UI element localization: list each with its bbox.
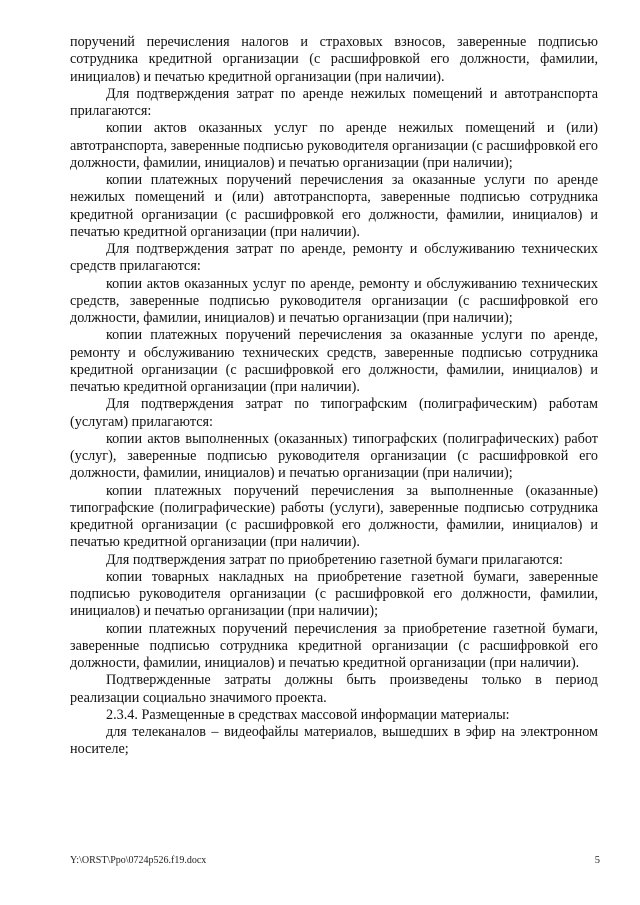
paragraph-printing-heading: Для подтверждения затрат по типографским (полиграфическим) работам (услугам) прилагаются: <box>70 396 598 430</box>
document-body <box>70 34 598 759</box>
footer-page-number: 5 <box>594 855 600 866</box>
paragraph-newsprint-heading: Для подтверждения затрат по приобретению газетной бумаги прилагаются: <box>106 551 563 568</box>
paragraph-tech-means-payments: копии платежных поручений перечисления за оказанные услуги по аренде, ремонту и обслуживанию технических средств, заверенные подписью сотрудника кредитной организации (с расшифровкой его должности, фамилии, инициалов) и печатью кредитной организации (при наличии). <box>70 327 598 395</box>
paragraph-rent-premises-payments: копии платежных поручений перечисления за оказанные услуги по аренде нежилых помещений и (или) автотранспорта, заверенные подписью сотрудника кредитной организации (с расшифровкой его должности, фамилии, инициалов) и печатью кредитной организации (при наличии). <box>70 172 598 240</box>
paragraph-taxes-continuation: поручений перечисления налогов и страховых взносов, заверенные подписью сотрудника кредитной организации (с расшифровкой его должности, фамилии, инициалов) и печатью кредитной организации (при наличии). <box>70 34 598 85</box>
paragraph-tech-means-acts: копии актов оказанных услуг по аренде, ремонту и обслуживанию технических средств, заверенные подписью руководителя организации (с расшифровкой его должности, фамилии, инициалов) и печатью организации (при наличии); <box>70 275 598 326</box>
footer-file-path: Y:\ORST\Ppo\0724p526.f19.docx <box>70 855 207 866</box>
paragraph-rent-premises-heading: Для подтверждения затрат по аренде нежилых помещений и автотранспорта прилагаются: <box>70 85 598 119</box>
paragraph-newsprint-invoices: копии товарных накладных на приобретение газетной бумаги, заверенные подписью руководителя организации (с расшифровкой его должности, фамилии, инициалов) и печатью организации (при наличии); <box>70 568 598 620</box>
paragraph-tv-channels-videofiles: для телеканалов – видеофайлы материалов, вышедших в эфир на электронном носителе; <box>70 724 598 758</box>
paragraph-rent-premises-acts: копии актов оказанных услуг по аренде нежилых помещений и (или) автотранспорта, заверенные подписью руководителя организации (с расшифровкой его должности, фамилии, инициалов) и печатью организации (при наличии); <box>70 120 598 171</box>
paragraph-printing-acts: копии актов выполненных (оказанных) типографских (полиграфических) работ (услуг), заверенные подписью руководителя организации (с расшифровкой его должности, фамилии, инициалов) и печатью организации (при наличии); <box>70 430 598 482</box>
paragraph-tech-means-heading: Для подтверждения затрат по аренде, ремонту и обслуживанию технических средств прилагаются: <box>70 241 598 275</box>
paragraph-confirmed-costs-period: Подтвержденные затраты должны быть произведены только в период реализации социально значимого проекта. <box>70 672 598 706</box>
paragraph-section-2-3-4: 2.3.4. Размещенные в средствах массовой информации материалы: <box>106 706 510 723</box>
paragraph-newsprint-payments: копии платежных поручений перечисления за приобретение газетной бумаги, заверенные подписью сотрудника кредитной организации (с расшифровкой его должности, фамилии, инициалов) и печатью кредитной организации (при наличии). <box>70 620 598 671</box>
paragraph-printing-payments: копии платежных поручений перечисления за выполненные (оказанные) типографские (полиграфические) работы (услуги), заверенные подписью сотрудника кредитной организации (с расшифровкой его должности, фамилии, инициалов) и печатью кредитной организации (при наличии). <box>70 482 598 551</box>
